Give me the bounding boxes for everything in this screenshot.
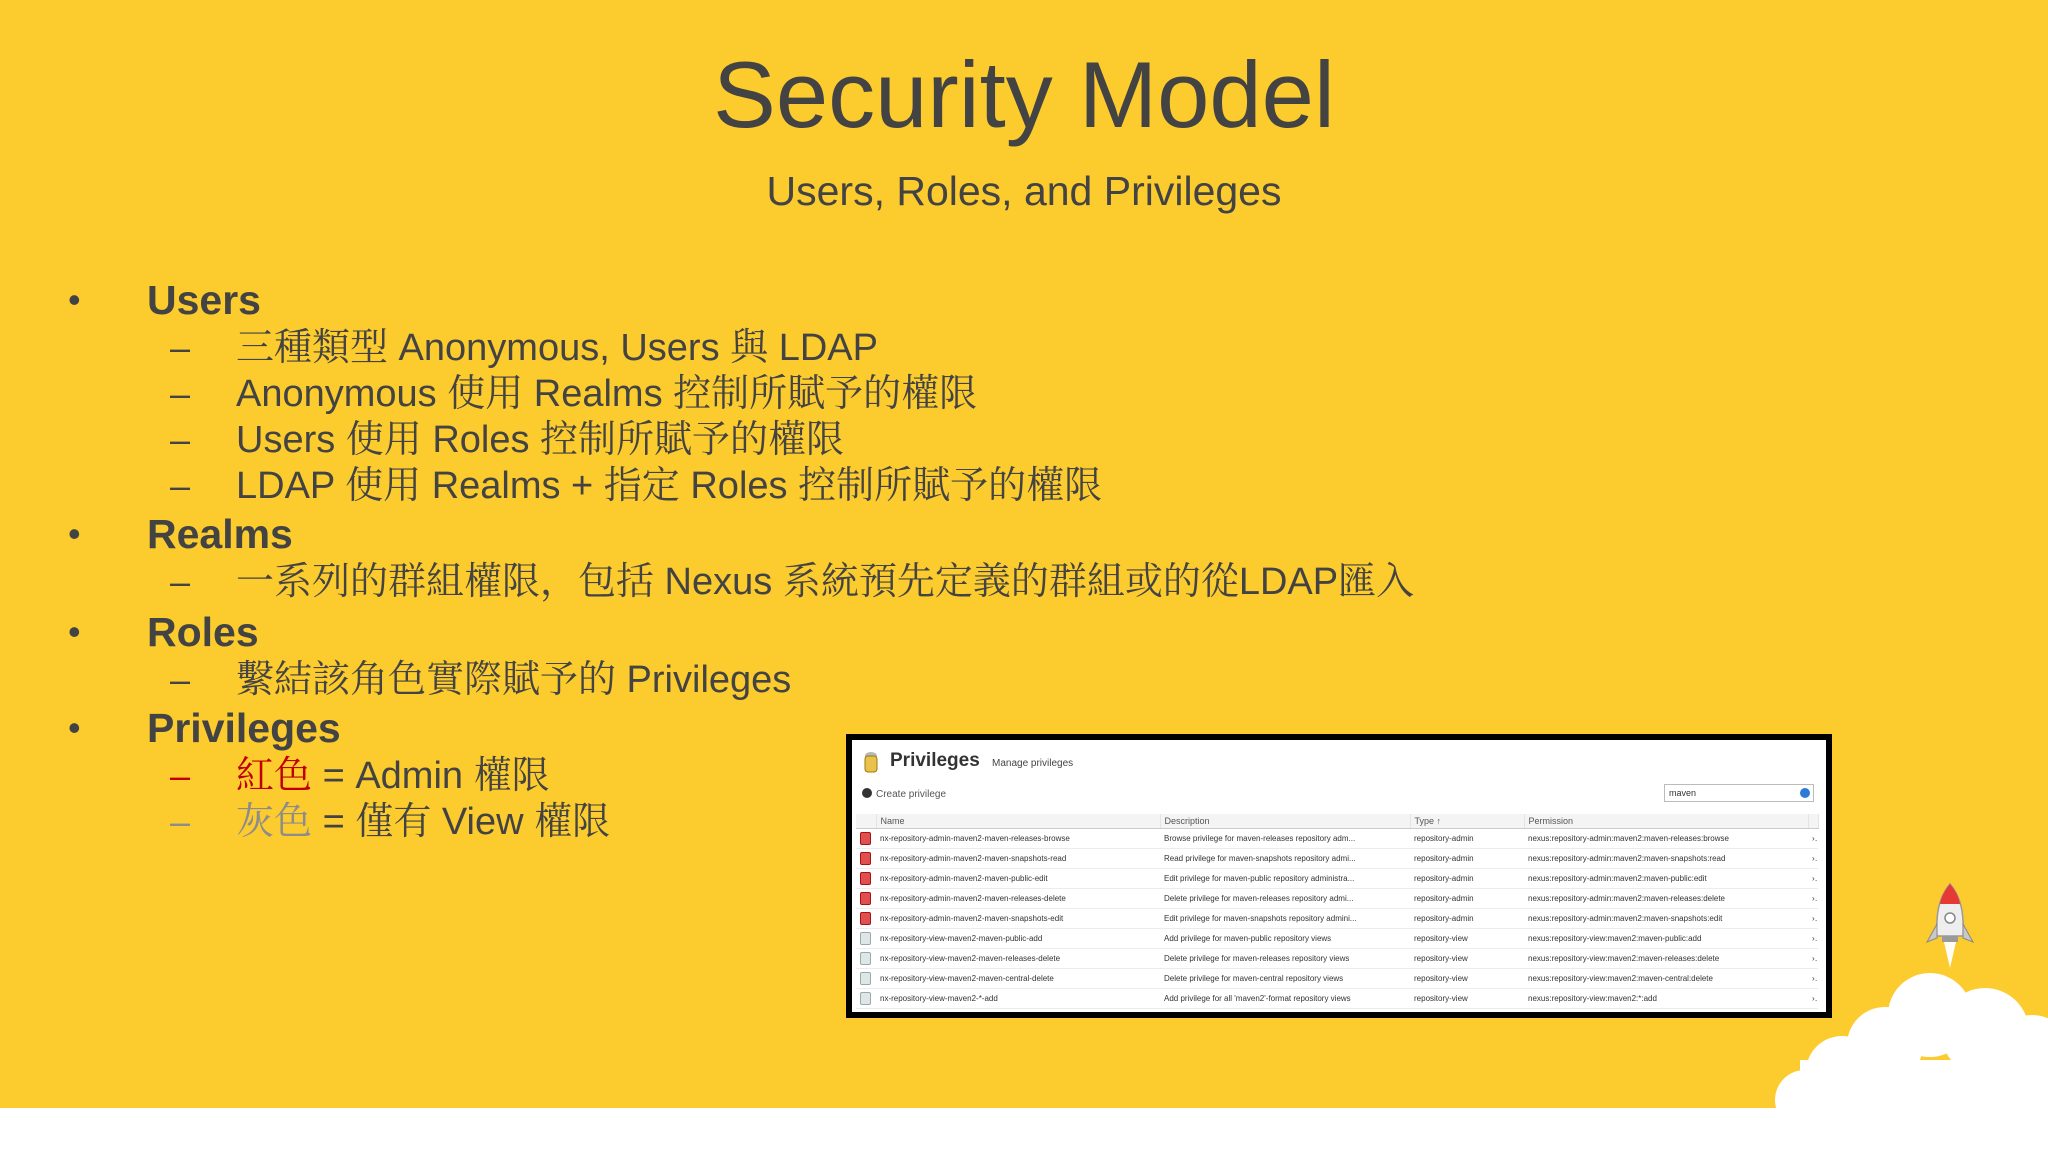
row-arrow-icon: › (1808, 829, 1818, 849)
row-permission: nexus:repository-admin:maven2:maven-releases:browse (1524, 829, 1808, 849)
row-arrow-icon: › (1808, 849, 1818, 869)
row-name: nx-repository-admin-maven2-maven-public-edit (876, 869, 1160, 889)
view-privilege-icon (856, 929, 876, 949)
row-arrow-icon: › (1808, 989, 1818, 1009)
row-type: repository-view (1410, 969, 1524, 989)
bullet-marker: • (68, 611, 81, 652)
bullet-marker: • (68, 279, 81, 320)
row-description: Edit privilege for maven-snapshots repository admini... (1160, 909, 1410, 929)
sub-item (0, 417, 1500, 463)
row-name: nx-repository-view-maven2-maven-releases-delete (876, 949, 1160, 969)
privileges-screenshot (846, 734, 1832, 1018)
panel-subtitle: Manage privileges (992, 758, 1074, 769)
bullet-heading: Users (147, 277, 261, 323)
create-privilege-button[interactable] (862, 788, 946, 804)
col-type-header[interactable]: Type ↑ (1410, 814, 1524, 829)
table-row[interactable] (856, 849, 1818, 869)
row-arrow-icon: › (1808, 969, 1818, 989)
privileges-table (856, 814, 1819, 1009)
row-description: Read privilege for maven-snapshots repository admi... (1160, 849, 1410, 869)
bullet-heading: Realms (147, 511, 293, 557)
red-badge-icon (860, 872, 871, 885)
row-type: repository-view (1410, 989, 1524, 1009)
row-type: repository-admin (1410, 869, 1524, 889)
dash-marker: – (170, 561, 191, 602)
view-privilege-icon (856, 949, 876, 969)
row-name: nx-repository-admin-maven2-maven-snapshots-edit (876, 909, 1160, 929)
sub-item (0, 325, 1500, 371)
grey-badge-icon (860, 932, 871, 945)
create-icon (862, 788, 872, 798)
row-permission: nexus:repository-view:maven2:maven-public:add (1524, 929, 1808, 949)
table-header-row (856, 814, 1818, 829)
row-arrow-icon: › (1808, 909, 1818, 929)
grey-badge-icon (860, 952, 871, 965)
create-privilege-label: Create privilege (876, 789, 947, 800)
sub-item (0, 371, 1500, 417)
row-description: Delete privilege for maven-releases repository admi... (1160, 889, 1410, 909)
slide-subtitle: Users, Roles, and Privileges (766, 168, 1282, 214)
row-permission: nexus:repository-admin:maven2:maven-releases:delete (1524, 889, 1808, 909)
sub-item-text (236, 799, 610, 845)
row-arrow-icon: › (1808, 949, 1818, 969)
red-meaning: = Admin 權限 (312, 755, 550, 797)
table-row[interactable] (856, 829, 1818, 849)
table-row[interactable] (856, 889, 1818, 909)
dash-marker: – (170, 755, 191, 796)
dash-marker: – (170, 327, 191, 368)
row-name: nx-repository-admin-maven2-maven-releases-delete (876, 889, 1160, 909)
filter-value: maven (1669, 788, 1697, 798)
grey-badge-icon (860, 972, 871, 985)
sub-item-text: LDAP 使用 Realms + 指定 Roles 控制所賦予的權限 (236, 465, 1103, 507)
row-type: repository-view (1410, 929, 1524, 949)
sub-item (0, 657, 1500, 703)
sub-item-text (236, 753, 550, 799)
col-description-header[interactable]: Description (1160, 814, 1410, 829)
row-type: repository-admin (1410, 829, 1524, 849)
red-label: 紅色 (236, 755, 313, 797)
red-badge-icon (860, 912, 871, 925)
bullet-heading: Privileges (147, 705, 341, 751)
bullet-users (0, 277, 1500, 323)
row-permission: nexus:repository-view:maven2:maven-releases:delete (1524, 949, 1808, 969)
sub-item-text: 三種類型 Anonymous, Users 與 LDAP (236, 327, 878, 369)
bullet-heading: Roles (147, 609, 259, 655)
row-description: Delete privilege for maven-releases repository views (1160, 949, 1410, 969)
row-description: Add privilege for maven-public repository views (1160, 929, 1410, 949)
row-description: Edit privilege for maven-public repository administra... (1160, 869, 1410, 889)
grey-badge-icon (860, 992, 871, 1005)
bullet-roles (0, 609, 1500, 655)
bullet-marker: • (68, 513, 81, 554)
dash-marker: – (170, 465, 191, 506)
row-name: nx-repository-view-maven2-maven-central-delete (876, 969, 1160, 989)
sub-item (0, 559, 1500, 605)
dash-marker: – (170, 801, 191, 842)
row-type: repository-admin (1410, 909, 1524, 929)
table-row[interactable] (856, 869, 1818, 889)
table-row[interactable] (856, 909, 1818, 929)
row-type: repository-admin (1410, 889, 1524, 909)
table-row[interactable] (856, 949, 1818, 969)
row-description: Delete privilege for maven-central repository views (1160, 969, 1410, 989)
col-arrow-header (1808, 814, 1818, 829)
col-icon-header (856, 814, 876, 829)
table-row[interactable] (856, 989, 1818, 1009)
sub-item (0, 463, 1500, 509)
red-badge-icon (860, 852, 871, 865)
row-permission: nexus:repository-admin:maven2:maven-snapshots:read (1524, 849, 1808, 869)
view-privilege-icon (856, 989, 876, 1009)
row-permission: nexus:repository-view:maven2:maven-central:delete (1524, 969, 1808, 989)
cloud-decoration (1770, 960, 2048, 1108)
row-description: Browse privilege for maven-releases repository adm... (1160, 829, 1410, 849)
row-arrow-icon: › (1808, 889, 1818, 909)
col-permission-header[interactable]: Permission (1524, 814, 1808, 829)
bullet-marker: • (68, 707, 81, 748)
dash-marker: – (170, 659, 191, 700)
row-permission: nexus:repository-view:maven2:*:add (1524, 989, 1808, 1009)
filter-input[interactable] (1664, 784, 1814, 802)
sub-item-text: 一系列的群組權限，包括 Nexus 系統預先定義的群組或的從LDAP匯入 (236, 561, 1415, 603)
row-permission: nexus:repository-admin:maven2:maven-snapshots:edit (1524, 909, 1808, 929)
row-type: repository-admin (1410, 849, 1524, 869)
dash-marker: – (170, 419, 191, 460)
view-privilege-icon (856, 969, 876, 989)
row-arrow-icon: › (1808, 869, 1818, 889)
table-body (856, 829, 1818, 1009)
row-name: nx-repository-admin-maven2-maven-snapshots-read (876, 849, 1160, 869)
col-name-header[interactable]: Name (876, 814, 1160, 829)
slide-title: Security Model (713, 42, 1335, 147)
red-badge-icon (860, 892, 871, 905)
red-badge-icon (860, 832, 871, 845)
grey-meaning: = 僅有 View 權限 (312, 801, 611, 843)
row-name: nx-repository-admin-maven2-maven-releases-browse (876, 829, 1160, 849)
badge-icon (862, 750, 880, 774)
row-name: nx-repository-view-maven2-maven-public-add (876, 929, 1160, 949)
sub-item-text: Anonymous 使用 Realms 控制所賦予的權限 (236, 373, 978, 415)
admin-privilege-icon (856, 829, 876, 849)
row-type: repository-view (1410, 949, 1524, 969)
bullet-realms (0, 511, 1500, 557)
dash-marker: – (170, 373, 191, 414)
privileges-panel (852, 740, 1826, 1012)
panel-title: Privileges (890, 750, 980, 771)
table-row[interactable] (856, 969, 1818, 989)
row-name: nx-repository-view-maven2-*-add (876, 989, 1160, 1009)
row-description: Add privilege for all 'maven2'-format repository views (1160, 989, 1410, 1009)
grey-label: 灰色 (236, 801, 313, 843)
admin-privilege-icon (856, 909, 876, 929)
table-row[interactable] (856, 929, 1818, 949)
admin-privilege-icon (856, 849, 876, 869)
admin-privilege-icon (856, 869, 876, 889)
row-permission: nexus:repository-admin:maven2:maven-public:edit (1524, 869, 1808, 889)
clear-filter-icon[interactable] (1800, 788, 1810, 798)
admin-privilege-icon (856, 889, 876, 909)
row-arrow-icon: › (1808, 929, 1818, 949)
sub-item-text: 繫結該角色實際賦予的 Privileges (236, 659, 792, 701)
sub-item-text: Users 使用 Roles 控制所賦予的權限 (236, 419, 845, 461)
